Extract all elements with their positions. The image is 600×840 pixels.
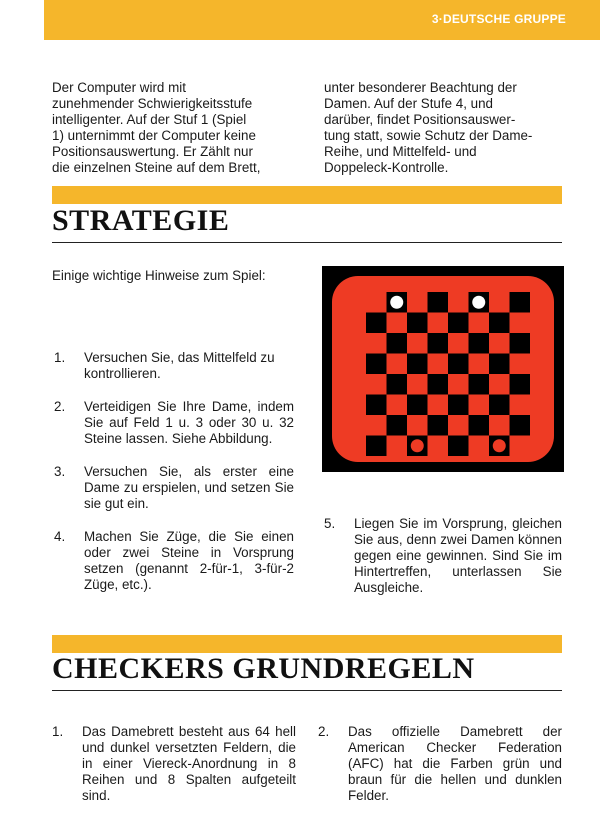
rules-rule	[52, 690, 562, 691]
intro-line: Positionsauswertung. Er Zählt nur	[52, 144, 253, 159]
intro-line: Damen. Auf der Stufe 4, und	[324, 96, 493, 111]
dark-square	[469, 333, 490, 354]
item-text: Versuchen Sie, das Mittelfeld zu kontrollieren.	[84, 350, 275, 381]
intro-line: intelligenter. Auf der Stuf 1 (Spiel	[52, 112, 247, 127]
rules-heading: CHECKERS GRUNDREGELN	[52, 652, 475, 685]
item-text: Verteidigen Sie Ihre Dame, indem Sie auf Feld 1 u. 3 oder 30 u. 32 Steine lassen. Siehe Abbildung.	[84, 399, 294, 446]
dark-square	[366, 395, 387, 416]
dark-square	[407, 395, 428, 416]
rules-divider-bar	[52, 635, 562, 653]
dark-square	[448, 354, 469, 375]
dark-square	[428, 415, 449, 436]
rules-list-left	[52, 724, 296, 821]
strategy-intro: Einige wichtige Hinweise zum Spiel:	[52, 268, 266, 283]
section-title: 3·DEUTSCHE GRUPPE	[431, 12, 566, 26]
intro-left-column	[52, 80, 314, 176]
white-piece	[472, 296, 485, 309]
intro-line: tung statt, sowie Schutz der Dame-	[324, 128, 533, 143]
dark-square	[448, 436, 469, 457]
intro-right-column	[324, 80, 574, 176]
rules-list-right	[318, 724, 562, 821]
item-text: Das offizielle Damebrett der American Checker Federation (AFC) hat die Farben grün und braun für die hellen und dunklen Felder.	[348, 724, 562, 803]
dark-square	[469, 374, 490, 395]
checkerboard	[322, 266, 564, 472]
strategy-heading: STRATEGIE	[52, 204, 230, 237]
dark-square	[510, 292, 531, 313]
dark-square	[387, 415, 408, 436]
dark-square	[510, 374, 531, 395]
intro-line: 1) unternimmt der Computer keine	[52, 128, 256, 143]
dark-square	[489, 395, 510, 416]
dark-square	[428, 374, 449, 395]
list-item	[54, 399, 294, 447]
dark-square	[407, 313, 428, 334]
checkerboard-illustration	[322, 266, 564, 472]
red-piece	[411, 439, 424, 452]
red-piece	[493, 439, 506, 452]
intro-line: die einzelnen Steine auf dem Brett,	[52, 160, 261, 175]
item-text: Das Damebrett besteht aus 64 hell und dunkel versetzten Feldern, die in einer Viereck-Anordnung in 8 Reihen und 8 Spalten aufgeteilt sind.	[82, 724, 296, 803]
dark-square	[428, 333, 449, 354]
item-text: Machen Sie Züge, die Sie einen oder zwei Steine in Vorsprung setzen (genannt 2-für-1, 3-für-2 Züge, etc.).	[84, 529, 294, 592]
dark-square	[510, 333, 531, 354]
header-band	[44, 0, 600, 40]
item-number: 4.	[54, 529, 66, 544]
list-item	[54, 529, 294, 593]
dark-square	[469, 415, 490, 436]
dark-square	[366, 436, 387, 457]
intro-line: Der Computer wird mit	[52, 80, 186, 95]
list-item	[318, 724, 562, 804]
list-item	[324, 516, 562, 596]
list-item	[54, 350, 294, 382]
strategy-divider-bar	[52, 186, 562, 204]
dark-square	[387, 333, 408, 354]
item-text: Versuchen Sie, als erster eine Dame zu erspielen, und setzen Sie sie gut ein.	[84, 464, 294, 511]
intro-line: zunehmender Schwierigkeitsstufe	[52, 96, 253, 111]
item-number: 1.	[52, 724, 64, 739]
dark-square	[366, 354, 387, 375]
dark-square	[489, 354, 510, 375]
item-text: Liegen Sie im Vorsprung, gleichen Sie aus, denn zwei Damen können gegen eine gewinnen. Sind Sie im Hintertreffen, unterlassen Sie Ausgleiche.	[354, 516, 562, 595]
intro-line: unter besonderer Beachtung der	[324, 80, 517, 95]
item-number: 2.	[318, 724, 330, 739]
intro-line: Doppeleck-Kontrolle.	[324, 160, 449, 175]
strategy-list	[54, 350, 294, 610]
dark-square	[448, 313, 469, 334]
dark-square	[510, 415, 531, 436]
item-number: 1.	[54, 350, 66, 365]
intro-line: darüber, findet Positionsauswer-	[324, 112, 516, 127]
intro-line: Reihe, und Mittelfeld- und	[324, 144, 477, 159]
dark-square	[489, 313, 510, 334]
list-item	[54, 464, 294, 512]
list-item	[52, 724, 296, 804]
strategy-list-continued	[324, 516, 562, 613]
dark-square	[387, 374, 408, 395]
dark-square	[428, 292, 449, 313]
white-piece	[390, 296, 403, 309]
dark-square	[448, 395, 469, 416]
strategy-rule	[52, 242, 562, 243]
item-number: 2.	[54, 399, 66, 414]
dark-square	[407, 354, 428, 375]
item-number: 5.	[324, 516, 336, 531]
dark-square	[366, 313, 387, 334]
item-number: 3.	[54, 464, 66, 479]
